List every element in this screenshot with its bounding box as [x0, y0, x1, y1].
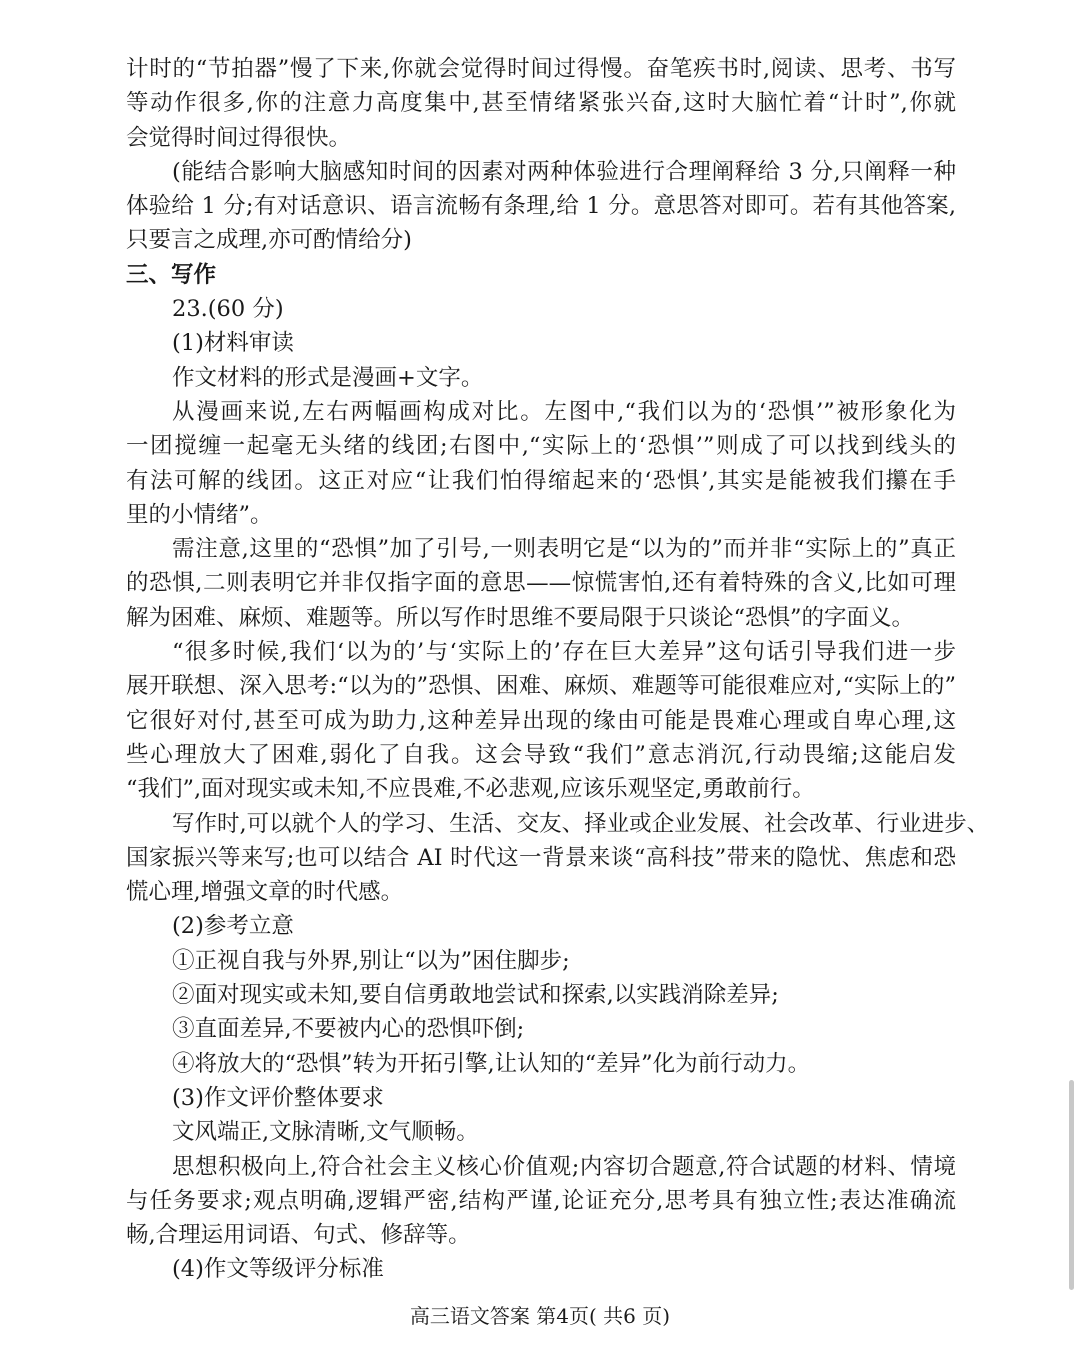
text-line: 与任务要求;观点明确,逻辑严密,结构严谨,论证充分,思考具有独立性;表达准确流 — [126, 1187, 956, 1214]
text-line: 计时的“节拍器”慢了下来,你就会觉得时间过得慢。奋笔疾书时,阅读、思考、书写 — [126, 56, 956, 82]
text-line: 畅,合理运用词语、句式、修辞等。 — [126, 1222, 471, 1249]
theme-item-1: ①正视自我与外界,别让“以为”困住脚步; — [172, 947, 570, 974]
text-line: 思想积极向上,符合社会主义核心价值观;内容切合题意,符合试题的材料、情境 — [172, 1153, 956, 1180]
text-line: 写作时,可以就个人的学习、生活、交友、择业或企业发展、社会改革、行业进步、 — [172, 810, 990, 837]
section-heading-writing: 三、写作 — [126, 261, 217, 288]
text-line: 一团搅缠一起毫无头绪的线团;右图中,“实际上的‘恐惧’”则成了可以找到线头的 — [126, 433, 956, 460]
text-line: 解为困难、麻烦、难题等。所以写作时思维不要局限于只谈论“恐惧”的字面义。 — [126, 604, 915, 631]
question-number: 23.(60 分) — [172, 296, 284, 323]
text-line: “很多时候,我们‘以为的’与‘实际上的’存在巨大差异”这句话引导我们进一步 — [172, 639, 956, 666]
paragraph-timing-explanation — [126, 52, 956, 155]
scrollbar-thumb[interactable] — [1069, 1080, 1074, 1290]
theme-item-4: ④将放大的“恐惧”转为开拓引擎,让认知的“差异”化为前行动力。 — [172, 1050, 811, 1077]
text-line: 有法可解的线团。这正对应“让我们怕得缩起来的‘恐惧’,其实是能被我们攥在手 — [126, 467, 956, 494]
subheading-overall-requirements: (3)作文评价整体要求 — [172, 1084, 384, 1111]
text-line: 慌心理,增强文章的时代感。 — [126, 879, 404, 906]
text-line: 它很好对付,甚至可成为助力,这种差异出现的缘由可能是畏难心理或自卑心理,这 — [126, 707, 956, 734]
page-body — [126, 52, 990, 1287]
text-line: (能结合影响大脑感知时间的因素对两种体验进行合理阐释给 3 分,只阐释一种 — [172, 158, 956, 185]
text-line: 从漫画来说,左右两幅画构成对比。左图中,“我们以为的‘恐惧’”被形象化为 — [172, 398, 956, 425]
text-line: “我们”,面对现实或未知,不应畏难,不必悲观,应该乐观坚定,勇敢前行。 — [126, 776, 815, 803]
text-line: 国家振兴等来写;也可以结合 AI 时代这一背景来谈“高科技”带来的隐忧、焦虑和恐 — [126, 844, 956, 871]
text-line: 展开联想、深入思考:“以为的”恐惧、困难、麻烦、难题等可能很难应对,“实际上的” — [126, 673, 956, 700]
text-line: 里的小情绪”。 — [126, 501, 273, 528]
subheading-material-reading: (1)材料审读 — [172, 330, 294, 357]
text-line: 需注意,这里的“恐惧”加了引号,一则表明它是“以为的”而并非“实际上的”真正 — [172, 536, 956, 563]
text-line: 些心理放大了困难,弱化了自我。这会导致“我们”意志消沉,行动畏缩;这能启发 — [126, 741, 956, 768]
paragraph-material-form: 作文材料的形式是漫画+文字。 — [172, 364, 484, 391]
subheading-reference-themes: (2)参考立意 — [172, 913, 294, 940]
paragraph-difference-analysis — [126, 635, 956, 806]
paragraph-quotation-note — [126, 532, 956, 635]
paragraph-writing-scope — [126, 807, 990, 910]
subheading-grading-standards: (4)作文等级评分标准 — [172, 1256, 384, 1283]
page-footer: 高三语文答案 第4页( 共6 页) — [409, 1304, 671, 1328]
text-line: 的恐惧,二则表明它并非仅指字面的意思——惊慌害怕,还有着特殊的含义,比如可理 — [126, 570, 956, 597]
theme-item-2: ②面对现实或未知,要自信勇敢地尝试和探索,以实践消除差异; — [172, 982, 779, 1009]
text-line: 体验给 1 分;有对话意识、语言流畅有条理,给 1 分。意思答对即可。若有其他答案, — [126, 193, 956, 220]
paragraph-style-requirement: 文风端正,文脉清晰,文气顺畅。 — [172, 1119, 479, 1146]
text-line: 等动作很多,你的注意力高度集中,甚至情绪紧张兴奋,这时大脑忙着“计时”,你就 — [126, 90, 956, 117]
text-line: 只要言之成理,亦可酌情给分) — [126, 227, 412, 254]
paragraph-content-requirements — [126, 1150, 956, 1253]
paragraph-comic-analysis — [126, 395, 956, 532]
text-line: 会觉得时间过得很快。 — [126, 124, 352, 151]
paragraph-scoring-note — [126, 155, 956, 258]
theme-item-3: ③直面差异,不要被内心的恐惧吓倒; — [172, 1016, 525, 1043]
